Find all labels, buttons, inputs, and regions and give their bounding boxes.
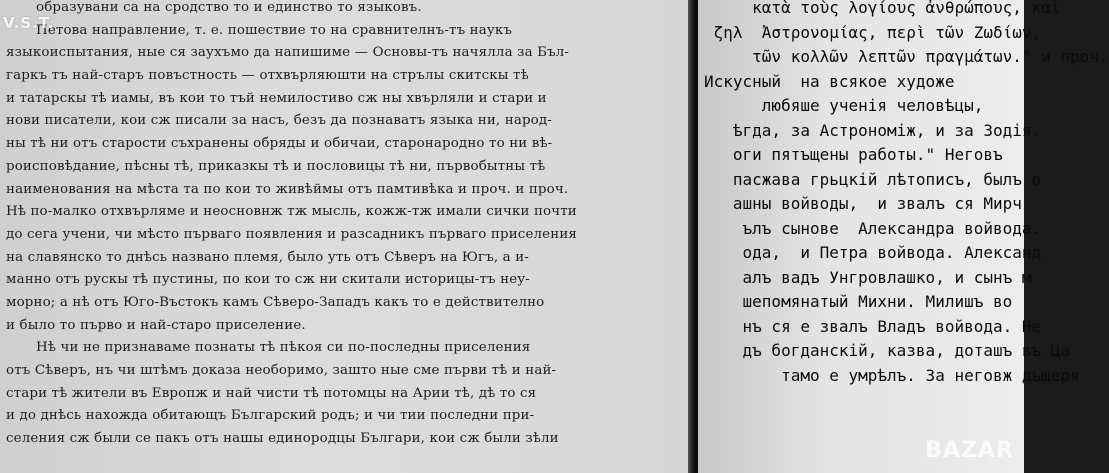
- text-line: дъ богданскій, казва, доташъ въ Ца: [704, 341, 1071, 360]
- text-line: оги пятъщены работы." Неговъ: [704, 145, 1003, 164]
- text-line: ζηλ Ἀστρονομίας, περὶ τῶν Ζωδίων,: [704, 22, 1042, 42]
- text-line: ашны войводы, и звалъ ся Мирч: [704, 194, 1022, 213]
- text-line: Петова направление, т. е. пошествие то на сравнителнъ-тъ наукъ: [36, 22, 513, 38]
- text-line: до сега учени, чи мѣсто първаго появления и разсадникъ първаго приселения: [6, 226, 578, 242]
- text-line: и татарскы тѣ иамы, въ кои то тъй немилостиво сж ны хвърляли и стари и: [6, 90, 547, 106]
- watermark-bazar: BAZAR: [925, 438, 1014, 463]
- right-page-text: [704, 0, 1109, 388]
- text-line: селения сж были се пакъ отъ нашы единородцы Българи, кои сж были зѣли: [6, 431, 559, 447]
- text-line: морно; а нѣ отъ Юго-Въстокъ камъ Сѣверо-Западъ какъ то е действително: [6, 294, 545, 310]
- text-line: на славянско то днѣсь названо племя, было уть отъ Сѣверъ на Югъ, а и-: [6, 249, 529, 265]
- text-line: гаркъ тъ най-старъ повъстность — отхвърляюшти на стрълы скитскы тѣ: [6, 68, 529, 84]
- text-line: и до днѣсь нахожда обитающъ Българский родъ; и чи тии последни при-: [6, 408, 535, 424]
- text-line: Искусный на всякое художе: [704, 71, 955, 91]
- watermark-vst: V.S.T.: [3, 14, 55, 32]
- text-line: ода, и Петра войвода. Александ: [704, 243, 1042, 262]
- text-line: алъ вадъ Унгровлашко, и сынъ м: [704, 267, 1032, 287]
- left-page-text: [6, 0, 686, 451]
- text-line: тамо е умрѣлъ. За неговж дъщеря: [704, 365, 1080, 385]
- right-book-page: [698, 0, 1109, 473]
- text-line: роисповѣдание, пѣсны тѣ, приказкы тѣ и пословицы тѣ ни, първобытны тѣ: [6, 158, 546, 174]
- text-line: ѣгда, за Астрономіж, и за Зодія.: [704, 120, 1042, 140]
- text-line: нови писатели, кои сж писали за насъ, безъ да познаватъ языка ни, народ-: [6, 113, 552, 129]
- text-line: отъ Сѣверъ, нъ чи штѣмъ доказа необоримо, зашто ные сме първи тѣ и най-: [6, 363, 557, 378]
- text-line: нъ ся е звалъ Владъ войвода. Не: [704, 316, 1042, 336]
- text-line: κατὰ τοὺς λογίους ἀνθρώπους, καὶ: [704, 0, 1061, 17]
- text-line: Нѣ чи не признаваме познаты тѣ пѣкоя си по-последны приселения: [36, 340, 531, 356]
- text-line: ълъ сынове Александра войвода.: [704, 218, 1042, 238]
- text-line: и было то първо и най-старо приселение.: [6, 317, 306, 333]
- text-line: образувани са на сродство то и единство то языковъ.: [36, 0, 422, 15]
- text-line: пасжава грьцкій лѣтописъ, былъ о: [704, 169, 1042, 189]
- text-line: τῶν κολλῶν λεπτῶν πραγμάτων." и проч.: [704, 47, 1109, 66]
- text-line: стари тѣ жители въ Европж и най чисти тѣ потомцы на Арии тѣ, дѣ то ся: [6, 385, 537, 401]
- text-line: языкоиспытания, ные ся заухъмо да напишиме — Основы-тъ начялла за Бъл-: [6, 45, 570, 61]
- text-line: шепомянатый Михни. Милишъ во: [704, 292, 1013, 311]
- text-line: любяше ученія человѣцы,: [704, 96, 984, 115]
- text-line: манно отъ рускы тѣ пустины, по кои то сж ни скитали историцы-тъ неу-: [6, 272, 530, 288]
- text-line: ны тѣ ни отъ старости съхранены обряды и обичаи, старонародно то ни вѣ-: [6, 136, 553, 152]
- text-line: Нѣ по-малко отхвърляме и неосновнж тж мысль, кожж-тж имали сички почти: [6, 204, 577, 220]
- book-spine: [688, 0, 698, 473]
- text-line: наименования на мѣста та по кои то живѣймы отъ памтивѣка и проч. и проч.: [6, 181, 569, 197]
